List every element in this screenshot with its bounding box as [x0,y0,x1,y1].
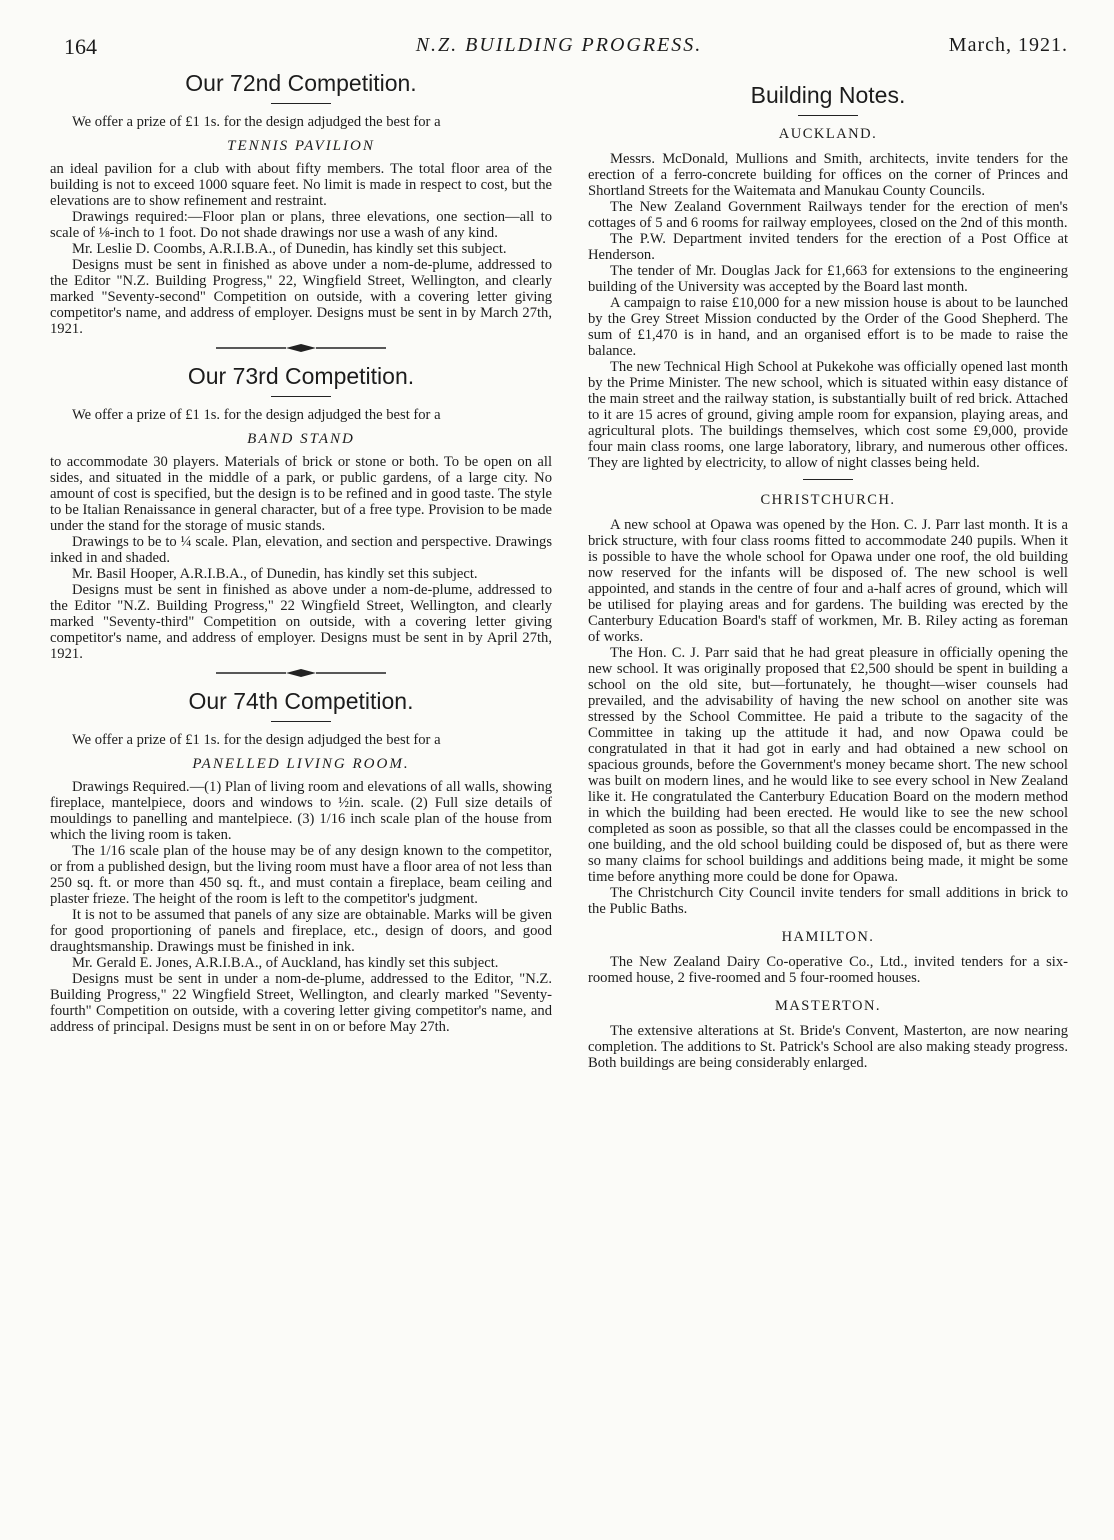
competition-73-p1: to accommodate 30 players. Materials of brick or stone or both. To be open on all sides, and situated in the middle of a park, or public gardens, of a large city. No amount of cost is specified, but the design is to be refined and in good taste. The style to be Italian Renaissance in general character, but of a free type. Provision to be made under the stand for the storage of music stands. [50,454,552,534]
title-rule [271,396,331,397]
hamilton-heading: HAMILTON. [781,929,875,945]
ornament-divider-icon [216,668,386,678]
competition-74-subject: PANELLED LIVING ROOM. [192,756,410,772]
competition-72-p4: Designs must be sent in finished as above under a nom-de-plume, addressed to the Editor "N.Z. Building Progress," 22, Wingfield Street, Wellington, and clearly marked "Seventy-second" Competition on outside, with a covering letter giving competitor's name, and address of employer. Designs must be sent in by March 27th, 1921. [50,257,552,337]
christchurch-p3: The Christchurch City Council invite tenders for small additions in brick to the Public Baths. [588,885,1068,917]
competition-73-p4: Designs must be sent in finished as above under a nom-de-plume, addressed to the Editor "N.Z. Building Progress," 22 Wingfield Street, Wellington, and clearly marked "Seventy-third" Competition on outside, with a covering letter giving competitor's name, and address of employer. Designs must be sent in by April 27th, 1921. [50,582,552,662]
issue-date: March, 1921. [948,34,1068,56]
competition-74 [50,688,552,1035]
competition-74-p4: Mr. Gerald E. Jones, A.R.I.B.A., of Auckland, has kindly set this subject. [72,955,499,971]
competition-73-intro: We offer a prize of £1 1s. for the design adjudged the best for a [72,407,441,423]
competition-74-intro: We offer a prize of £1 1s. for the design adjudged the best for a [72,732,441,748]
page-header [50,30,1068,70]
section-ornament [50,668,552,678]
christchurch-p2: The Hon. C. J. Parr said that he had great pleasure in officially opening the new school. It was originally proposed that £2,500 should be spent in building a school on the old site, but—fortunately, he thought—wiser counsels had prevailed, and the advisability of having the new school on another site was stressed by the School Committee. He paid a tribute to the sagacity of the Committee in taking up the attitude it had, and now Opawa could be congratulated in that it had got in early and had obtained a new school on spacious grounds, before the Government's money became short. The new school was built on modern lines, and he would like to see every school in New Zealand like it. He congratulated the Canterbury Education Board on the modern method in which the building had been erected. He would like to see the new school completed as soon as possible, so that all the classes could be encompassed in the one building, and the old school building could be disposed of, but as there were so many claims for school buildings and additions being made, it might be some time before anything more could be done for Opawa. [588,645,1068,885]
ornament-divider-icon [216,343,386,353]
competition-73 [50,363,552,662]
competition-72-title: Our 72nd Competition. [185,70,417,96]
competition-74-title: Our 74th Competition. [188,688,414,714]
competition-74-p2: The 1/16 scale plan of the house may be of any design known to the competitor, or from a published design, but the living room must have a floor area of not less than 250 sq. ft. or more than 450 sq. ft., and must contain a fireplace, beam ceiling and plaster frieze. The height of the room is left to the competitor's judgment. [50,843,552,907]
christchurch-heading: CHRISTCHURCH. [760,492,896,508]
auckland-p1: Messrs. McDonald, Mullions and Smith, architects, invite tenders for the erection of a ferro-concrete building for offices on the corner of Princes and Shortland Streets for the Waitemata and Manukau County Councils. [588,151,1068,199]
auckland-p3: The P.W. Department invited tenders for the erection of a Post Office at Henderson. [588,231,1068,263]
competition-72 [50,70,552,337]
auckland-p5: A campaign to raise £10,000 for a new mission house is about to be launched by the Grey Street Mission conducted by the Order of the Good Shepherd. The sum of £1,470 is in hand, and an organised effort is to be made to raise the balance. [588,295,1068,359]
building-notes-title: Building Notes. [750,82,906,108]
auckland-heading: AUCKLAND. [778,126,878,142]
title-rule [798,115,858,116]
competition-73-p3: Mr. Basil Hooper, A.R.I.B.A., of Dunedin, has kindly set this subject. [72,566,478,582]
masterton-p1: The extensive alterations at St. Bride's Convent, Masterton, are now nearing completion. The additions to St. Patrick's School are also making steady progress. Both buildings are being considerably enlarged. [588,1023,1068,1071]
auckland-p6: The new Technical High School at Pukekohe was officially opened last month by the Prime Minister. The new school, which is situated within easy distance of the main street and the railway station, is substantially built of red brick. Attached to it are 15 acres of ground, giving ample room for expansion, playing areas, and agricultural plots. The buildings themselves, which cost some £9,000, provide four main class rooms, one large laboratory, library, and numerous other offices. They are lighted by electricity, to allow of night classes being held. [588,359,1068,471]
hamilton-p1: The New Zealand Dairy Co-operative Co., Ltd., invited tenders for a six-roomed house, 2 five-roomed and 5 four-roomed houses. [588,954,1068,986]
competition-74-p3: It is not to be assumed that panels of any size are obtainable. Marks will be given for good proportioning of panels and fireplace, etc., design of doors, and good draughtsmanship. Drawings must be finished in ink. [50,907,552,955]
competition-74-p1: Drawings Required.—(1) Plan of living room and elevations of all walls, showing fireplace, mantelpiece, doors and windows to ½in. scale. (2) Full size details of mouldings to panelling and mantelpiece. (3) 1/16 inch scale plan of the house from which the living room is taken. [50,779,552,843]
section-ornament [50,343,552,353]
competition-73-title: Our 73rd Competition. [187,363,415,389]
masterton-heading: MASTERTON. [774,998,882,1014]
competition-74-p5: Designs must be sent in under a nom-de-plume, addressed to the Editor, "N.Z. Building Progress," 22 Wingfield Street, Wellington, and clearly marked "Seventy-fourth" Competition on outside, with a covering letter giving competitor's name, and address of principal. Designs must be sent in on or before May 27th. [50,971,552,1035]
auckland-p2: The New Zealand Government Railways tender for the erection of men's cottages of 5 and 6 rooms for railway employees, closed on the 2nd of this month. [588,199,1068,231]
competition-72-p3: Mr. Leslie D. Coombs, A.R.I.B.A., of Dunedin, has kindly set this subject. [72,241,507,257]
left-column [50,70,552,1071]
title-rule [271,103,331,104]
section-rule [803,479,853,480]
title-rule [271,721,331,722]
competition-72-intro: We offer a prize of £1 1s. for the design adjudged the best for a [72,114,441,130]
competition-73-p2: Drawings to be to ¼ scale. Plan, elevation, and section and perspective. Drawings inked in and shaded. [50,534,552,566]
competition-72-p2: Drawings required:—Floor plan or plans, three elevations, one section—all to scale of ⅛-inch to 1 foot. Do not shade drawings nor use a wash of any kind. [50,209,552,241]
competition-73-subject: BAND STAND [247,431,355,447]
competition-72-subject: TENNIS PAVILION [227,138,375,154]
competition-72-p1: an ideal pavilion for a club with about fifty members. The total floor area of the building is not to exceed 1000 square feet. No limit is made in respect to cost, but the elevations are to show refinement and restraint. [50,161,552,209]
running-title: N.Z. BUILDING PROGRESS. [415,34,703,56]
columns [50,70,1068,1071]
christchurch-p1: A new school at Opawa was opened by the Hon. C. J. Parr last month. It is a brick structure, with four class rooms fitted to accommodate 240 pupils. When it is possible to have the whole school for Opawa under one roof, the old building now reserved for the infants will be disposed of. The new school is well appointed, and stands in the centre of four and a-half acres of ground, which will be utilised for playing areas and for gardens. The building was erected by the Canterbury Education Board's staff of workmen, Mr. B. Riley acting as foreman of works. [588,517,1068,645]
page-number: 164 [64,34,97,59]
auckland-p4: The tender of Mr. Douglas Jack for £1,663 for extensions to the engineering building of the University was accepted by the Board last month. [588,263,1068,295]
right-column [588,70,1068,1071]
